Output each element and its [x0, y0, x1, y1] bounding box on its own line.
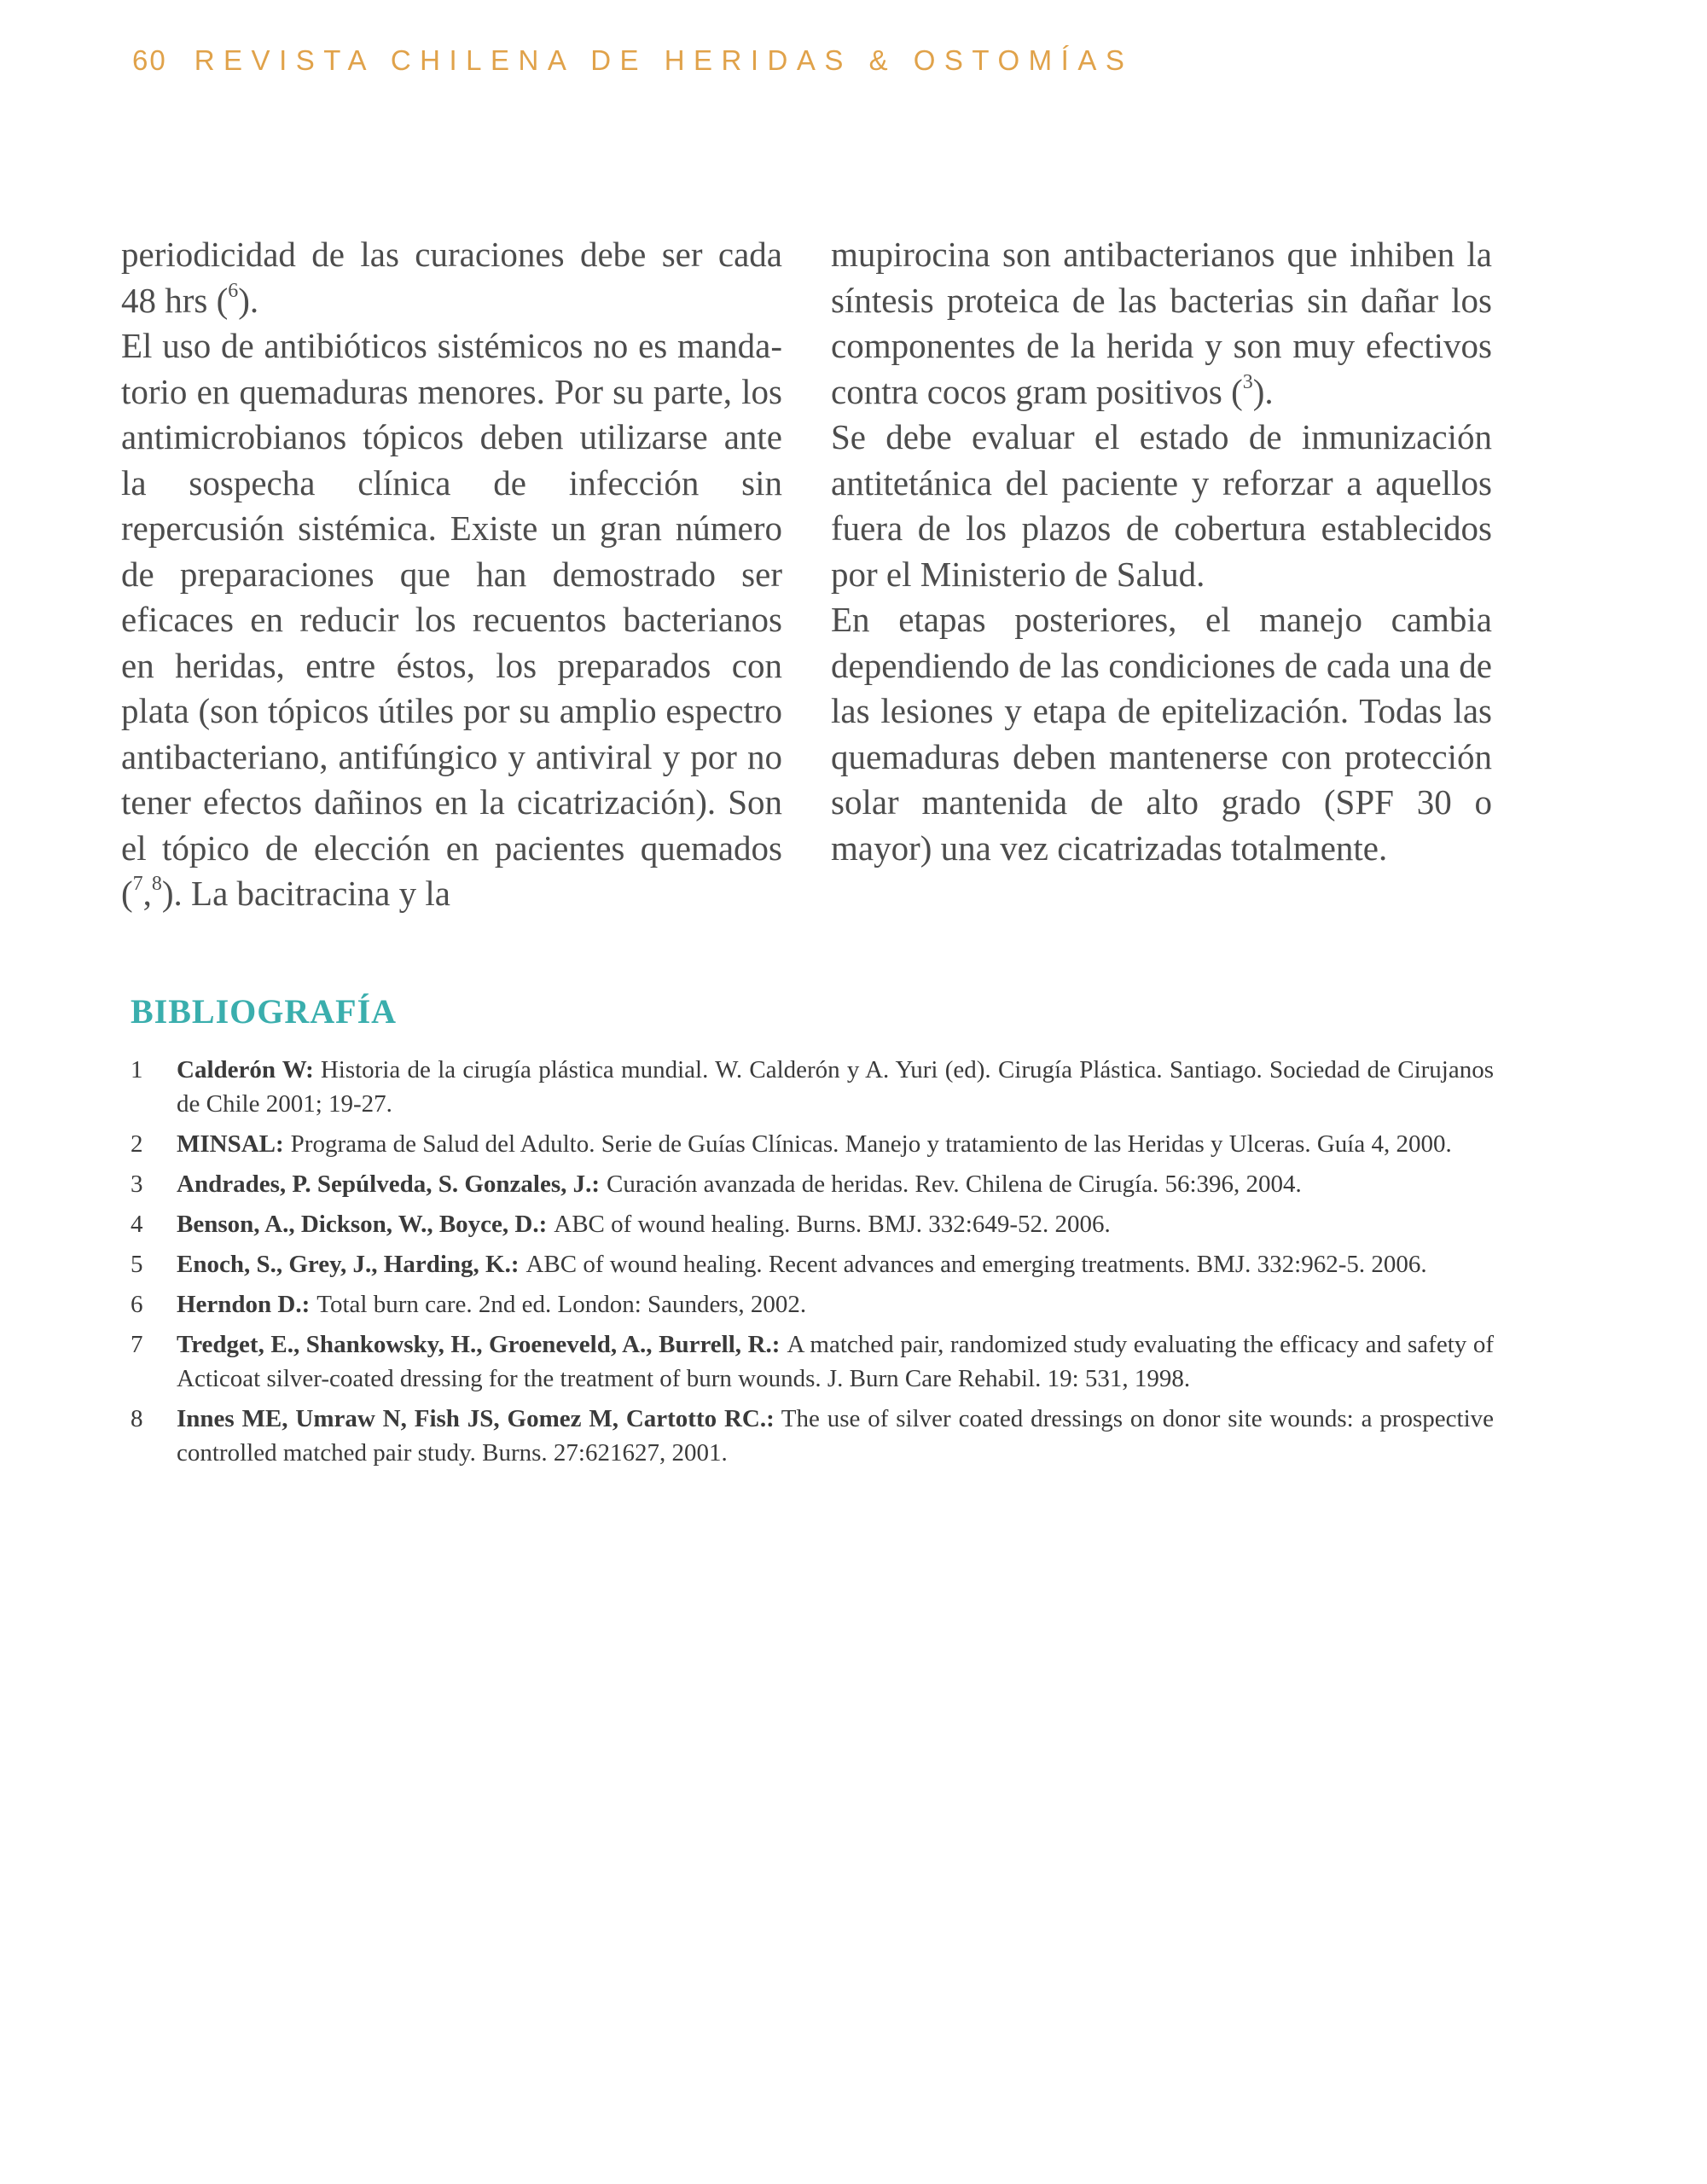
reference-item — [131, 1247, 1494, 1281]
body-column-right — [831, 232, 1492, 871]
reference-number: 6 — [131, 1291, 143, 1318]
paragraph: El uso de antibióticos sistémicos no es mandatorio en quemaduras menores. Por su parte, los antimicrobianos tópicos deben utilizarse ante la sospecha clínica de infección sin repercusión sistémica. Existe un gran número de preparaciones que han demostrado ser eficaces en reducir los recuentos bacterianos en heridas, entre éstos, los preparados con plata (son tópicos útiles por su amplio espectro antibacteriano, antifúngico y antiviral y por no tener efectos dañinos en la cicatrización). Son el tópico de elección en pacientes quemados ($^7$,$^8$). La bacitracina y la — [121, 326, 782, 913]
reference-text: ABC of wound healing. Recent advances and emerging treatments. BMJ. 332:962-5. 2006. — [525, 1251, 1427, 1278]
reference-authors: Tredget, E., Shankowsky, H., Groeneveld, A., Burrell, R.: — [177, 1331, 781, 1358]
reference-authors: MINSAL: — [177, 1130, 284, 1158]
paragraph: mupirocina son antibacterianos que inhiben la síntesis proteica de las bacterias sin dañar los componentes de la herida y son muy efectivos contra cocos gram positivos ($^3$). — [831, 235, 1492, 411]
citation-ref: 6 — [228, 279, 239, 302]
reference-text: Total burn care. 2nd ed. London: Saunders, 2002. — [316, 1291, 807, 1318]
reference-number: 8 — [131, 1405, 143, 1432]
paragraph: Se debe evaluar el estado de inmunización antitetánica del paciente y reforzar a aquellos fuera de los plazos de cobertura establecidos por el Ministerio de Salud. — [831, 417, 1492, 594]
reference-item — [131, 1287, 1494, 1321]
reference-text: A matched pair, randomized study evaluating the efficacy and safety of Acticoat silver-coated dressing for the treatment of burn wounds. J. Burn Care Rehabil. 19: 531, 1998. — [177, 1331, 1495, 1392]
reference-item — [131, 1327, 1494, 1396]
reference-authors: Andrades, P. Sepúlveda, S. Gonzales, J.: — [177, 1170, 601, 1198]
reference-number: 4 — [131, 1211, 143, 1238]
reference-authors: Benson, A., Dickson, W., Boyce, D.: — [177, 1211, 548, 1238]
citation-ref: 7 — [132, 873, 143, 896]
reference-number: 5 — [131, 1251, 143, 1278]
reference-text: ABC of wound healing. Burns. BMJ. 332:649-52. 2006. — [554, 1211, 1111, 1238]
reference-list — [131, 1053, 1494, 1476]
reference-text: Historia de la cirugía plástica mundial. W. Calderón y A. Yuri (ed). Cirugía Plástica. Santiago. Sociedad de Cirujanos de Chile 2001; 19-27. — [177, 1056, 1494, 1118]
body-column-left — [121, 232, 782, 917]
bibliography-heading: BIBLIOGRAFÍA — [131, 992, 398, 1031]
reference-item — [131, 1402, 1494, 1470]
reference-authors: Calderón W: — [177, 1056, 314, 1083]
reference-item — [131, 1167, 1494, 1201]
reference-item — [131, 1127, 1494, 1161]
reference-number: 3 — [131, 1170, 143, 1198]
citation-ref: 3 — [1242, 370, 1253, 393]
paragraph: En etapas posteriores, el manejo cambia dependiendo de las condiciones de cada una de las lesiones y etapa de epitelización. Todas las quemaduras deben mantenerse con protección solar mantenida de alto grado (SPF 30 o mayor) una vez cicatrizadas totalmente. — [831, 600, 1492, 868]
reference-number: 2 — [131, 1130, 143, 1158]
reference-item — [131, 1053, 1494, 1121]
reference-authors: Innes ME, Umraw N, Fish JS, Gomez M, Cartotto RC.: — [177, 1405, 775, 1432]
page-number: 60 — [132, 44, 167, 76]
reference-authors: Herndon D.: — [177, 1291, 311, 1318]
paragraph: periodicidad de las curaciones debe ser cada 48 hrs ($^6$). — [121, 235, 782, 320]
reference-text: Programa de Salud del Adulto. Serie de Guías Clínicas. Manejo y tratamiento de las Heridas y Ulceras. Guía 4, 2000. — [290, 1130, 1452, 1158]
reference-number: 1 — [131, 1056, 143, 1083]
running-head — [132, 44, 1133, 77]
reference-number: 7 — [131, 1331, 143, 1358]
reference-text: Curación avanzada de heridas. Rev. Chilena de Cirugía. 56:396, 2004. — [607, 1170, 1302, 1198]
reference-item — [131, 1207, 1494, 1241]
reference-text: The use of silver coated dressings on donor site wounds: a prospective controlled matched pair study. Burns. 27:621627, 2001. — [177, 1405, 1494, 1467]
citation-ref: 8 — [151, 873, 162, 896]
journal-title: REVISTA CHILENA DE HERIDAS & OSTOMÍAS — [194, 44, 1134, 76]
reference-authors: Enoch, S., Grey, J., Harding, K.: — [177, 1251, 520, 1278]
